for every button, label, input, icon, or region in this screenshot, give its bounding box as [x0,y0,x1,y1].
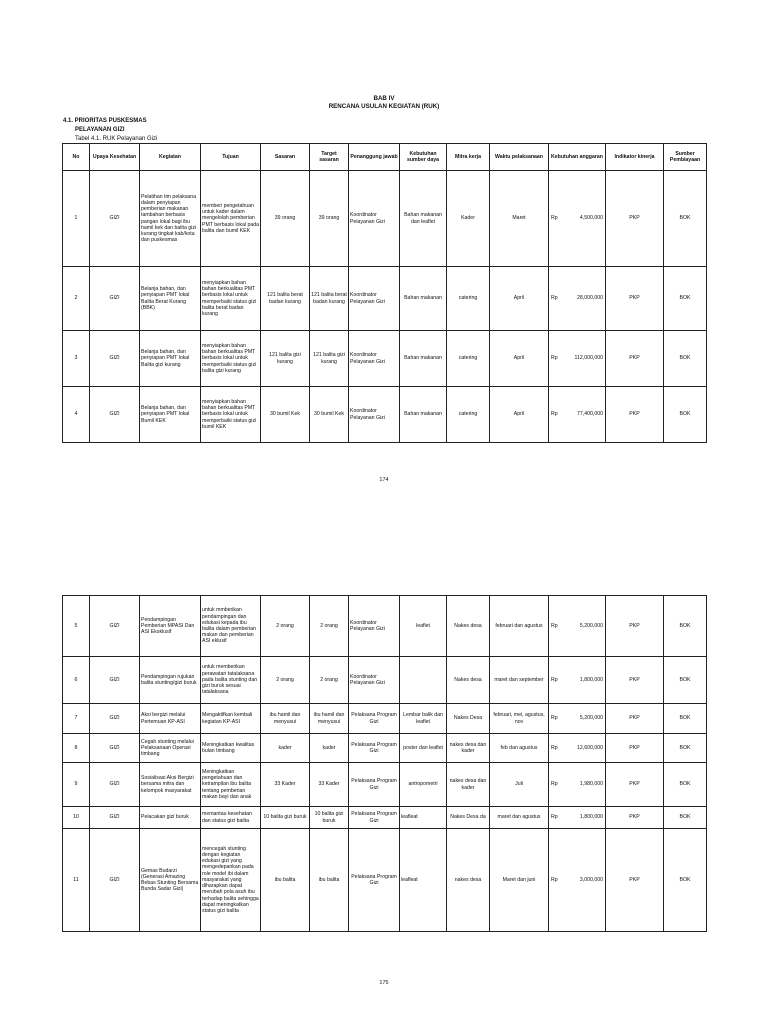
header-indikator: Indikator kinerja [606,144,664,171]
cell-tujuan: untuk mmberikan pendampingan dan edukasi kepada ibu balita dalam pemberian makan dan pemberian ASI eklusif [201,596,261,657]
cell-indikator: PKP [606,387,664,443]
cell-upaya: GIZI [90,704,140,734]
cell-target: 10 balita gizi buruk [310,807,349,829]
cell-tujuan: menyiapkan bahan bahan berkualitas PMT berbasis lokal untuk memperbaiki status gizi bumil KEK [201,387,261,443]
cell-pembiayaan: BOK [664,657,707,704]
cell-anggaran: 1,800,000 [565,807,606,829]
page-number: 174 [379,477,389,483]
cell-target: ibu balita [310,829,349,932]
cell-kegiatan: Pendampingan rujukan balita stunting/gizi buruk [140,657,201,704]
table-row [63,171,707,267]
cell-tujuan: memberi pengetahuan untuk kader dalam mengelolah pemberian PMT berbasis lokal pada balita dan bumil KEK [201,171,261,267]
cell-kegiatan: Gemas Budarzi (Generasi Amazing Bebas Stunting Bersama Bunda Sadar Gizi) [140,829,201,932]
cell-mitra: Nakes Desa [447,704,490,734]
cell-penanggung-jawab: Pelaksana Program Gizi [349,734,400,763]
cell-no: 10 [63,807,90,829]
cell-waktu: feb dan agustus [490,734,549,763]
cell-tujuan: Meningkatkan kwalitas bulan timbang [201,734,261,763]
cell-anggaran: 112,000,000 [565,331,606,387]
cell-kegiatan: Pendampingan Pemberian MPASI Dan ASI Eksklusif [140,596,201,657]
cell-kegiatan: Belanja bahan, dan penyiapan PMT lokal Bumil KEK [140,387,201,443]
cell-target: ibu hamil dan menyusui [310,704,349,734]
page-number: 175 [379,980,389,986]
cell-waktu: februari dan agustus [490,596,549,657]
cell-waktu: Juli [490,763,549,807]
cell-kegiatan: Cegah stunting melalui Pelaksanaan Operasi timbang [140,734,201,763]
table-row [63,829,707,932]
table-caption: Tabel 4.1. RUK Pelayanan Gizi [75,136,158,142]
cell-pembiayaan: BOK [664,763,707,807]
table-header-row [63,144,707,171]
cell-kegiatan: Aksi bergizi melalui Pertemuan KP-ASI [140,704,201,734]
cell-kegiatan: Belanja bahan, dan penyiapan PMT lokal Balita gizi kurang [140,331,201,387]
cell-indikator: PKP [606,267,664,331]
cell-upaya: GIZI [90,829,140,932]
cell-mitra: catering [447,331,490,387]
cell-indikator: PKP [606,596,664,657]
cell-upaya: GIZI [90,331,140,387]
cell-sumber-daya: Bahan makanan [400,331,447,387]
cell-sasaran: 2 orang [261,657,310,704]
cell-anggaran: 5,200,000 [565,704,606,734]
cell-rp: Rp [549,807,565,829]
cell-rp: Rp [549,171,565,267]
cell-kegiatan: Pelatihan tim pelaksana dalam penyiapan pemberian makanan tambahan berbasis pangan lokal bagi ibu hamil kek dan balita gizi kurang tingkat kab/kota dan puskesmas [140,171,201,267]
cell-indikator: PKP [606,704,664,734]
cell-pembiayaan: BOK [664,734,707,763]
cell-penanggung-jawab: Pelaksana Program Gizi [349,704,400,734]
header-penanggung-jawab: Penanggung jawab [349,144,400,171]
cell-sasaran: 33 Kader [261,763,310,807]
cell-upaya: GIZI [90,267,140,331]
cell-no: 9 [63,763,90,807]
header-mitra: Mitra kerja [447,144,490,171]
cell-mitra: Nakes desa [447,657,490,704]
cell-target: 2 orang [310,596,349,657]
cell-no: 7 [63,704,90,734]
header-pembiayaan: Sumber Pembiayaan [664,144,707,171]
cell-sumber-daya: leafleat [400,829,447,932]
table-row [63,267,707,331]
cell-target: 33 Kader [310,763,349,807]
header-upaya: Upaya Kesehatan [90,144,140,171]
section-heading: 4.1. PRIORITAS PUSKESMAS [63,118,147,124]
cell-upaya: GIZI [90,596,140,657]
document-title: RENCANA USULAN KEGIATAN (RUK) [328,103,440,110]
cell-anggaran: 28,000,000 [565,267,606,331]
cell-rp: Rp [549,267,565,331]
cell-waktu: februari, mei, agustus, nov [490,704,549,734]
table-row [63,763,707,807]
cell-sumber-daya: Bahan makanan [400,387,447,443]
cell-indikator: PKP [606,763,664,807]
cell-upaya: GIZI [90,734,140,763]
cell-rp: Rp [549,829,565,932]
cell-pembiayaan: BOK [664,171,707,267]
cell-sumber-daya: leafleat [400,807,447,829]
ruk-table-page2 [62,595,707,932]
cell-target: 30 bumil Kek [310,387,349,443]
cell-anggaran: 4,500,000 [565,171,606,267]
cell-waktu: April [490,267,549,331]
header-no: No [63,144,90,171]
cell-no: 6 [63,657,90,704]
table-row [63,657,707,704]
cell-sumber-daya: leaflet [400,596,447,657]
cell-waktu: April [490,331,549,387]
cell-target: 121 balita berat badan kurang [310,267,349,331]
header-sasaran: Sasaran [261,144,310,171]
header-anggaran: Kebutuhan anggaran [549,144,606,171]
cell-rp: Rp [549,657,565,704]
cell-sumber-daya: Bahan makanan [400,267,447,331]
cell-no: 4 [63,387,90,443]
cell-waktu: maret dan september [490,657,549,704]
cell-tujuan: Mengaktifkan kembali kegiatan KP-ASI [201,704,261,734]
cell-sasaran: 10 balita gizi buruk [261,807,310,829]
cell-pembiayaan: BOK [664,596,707,657]
header-tujuan: Tujuan [201,144,261,171]
header-target: Target sasaran [310,144,349,171]
cell-tujuan: Meningkatkan pengetahuan dan ketrampilan ibu balita tentang pemberian makan bayi dan anak [201,763,261,807]
cell-waktu: April [490,387,549,443]
cell-mitra: nakes desa dan kader [447,734,490,763]
cell-anggaran: 12,600,000 [565,734,606,763]
cell-rp: Rp [549,734,565,763]
cell-sumber-daya: Bahan makanan dan leaflet [400,171,447,267]
cell-mitra: nakes desa [447,829,490,932]
cell-waktu: maret dan agustus [490,807,549,829]
cell-no: 2 [63,267,90,331]
cell-no: 3 [63,331,90,387]
cell-rp: Rp [549,331,565,387]
cell-tujuan: untuk memberikan perawatan tatalaksana pada balita stunting dan gizi buruk sesuai tatalaksana [201,657,261,704]
cell-mitra: catering [447,387,490,443]
table-row [63,807,707,829]
cell-penanggung-jawab: Pelaksana Program Gizi [349,829,400,932]
cell-penanggung-jawab: Koordinator Pelayanan Gizi [349,596,400,657]
cell-mitra: catering [447,267,490,331]
cell-indikator: PKP [606,734,664,763]
header-sumber-daya: Kebutuhan sumber daya [400,144,447,171]
cell-rp: Rp [549,596,565,657]
cell-anggaran: 1,980,000 [565,763,606,807]
cell-target: 121 balita gizi kurang [310,331,349,387]
cell-rp: Rp [549,704,565,734]
cell-no: 1 [63,171,90,267]
cell-upaya: GIZI [90,171,140,267]
cell-penanggung-jawab: Pelaksana Program Gizi [349,763,400,807]
cell-kegiatan: Sosialisasi Aksi Bergizi bersama mitra dan kelompok masyarakat [140,763,201,807]
cell-sasaran: ibu hamil dan menyusui [261,704,310,734]
cell-penanggung-jawab: Koordinator Pelayanan Gizi [349,387,400,443]
cell-pembiayaan: BOK [664,387,707,443]
cell-mitra: Nakes Desa da [447,807,490,829]
ruk-table-page1 [62,143,707,443]
cell-upaya: GIZI [90,807,140,829]
subsection-heading: PELAYANAN GIZI [75,127,125,133]
cell-anggaran: 1,800,000 [565,657,606,704]
cell-sasaran: 39 orang [261,171,310,267]
table-row [63,734,707,763]
cell-indikator: PKP [606,171,664,267]
cell-pembiayaan: BOK [664,704,707,734]
cell-penanggung-jawab: Pelaksana Program Gizi [349,807,400,829]
cell-upaya: GIZI [90,387,140,443]
cell-upaya: GIZI [90,763,140,807]
cell-penanggung-jawab: Koordinator Pelayanan Gizi [349,331,400,387]
cell-sasaran: kader [261,734,310,763]
cell-sumber-daya: antropometri [400,763,447,807]
cell-target: kader [310,734,349,763]
cell-rp: Rp [549,387,565,443]
cell-pembiayaan: BOK [664,267,707,331]
cell-sumber-daya: Lembar balik dan leaflet [400,704,447,734]
cell-mitra: nakes desa dan kader [447,763,490,807]
cell-penanggung-jawab: Koordinator Pelayanan Gizi [349,267,400,331]
cell-sasaran: 121 balita gizi kurang [261,331,310,387]
cell-tujuan: menyiapkan bahan bahan berkualitas PMT berbasis lokal untuk memperbaiki status gizi balita berat badan kurang [201,267,261,331]
cell-mitra: Nakes desa [447,596,490,657]
cell-kegiatan: Pelacakan gizi buruk [140,807,201,829]
table-row [63,704,707,734]
cell-target: 2 orang [310,657,349,704]
cell-waktu: Maret dan juni [490,829,549,932]
cell-rp: Rp [549,763,565,807]
table-row [63,331,707,387]
cell-waktu: Maret [490,171,549,267]
table-row [63,596,707,657]
chapter-heading: BAB IV [373,95,395,102]
cell-tujuan: memantau kesehatan dan status gizi balita [201,807,261,829]
table-row [63,387,707,443]
cell-penanggung-jawab: Koordinator Pelayanan Gizi [349,657,400,704]
cell-indikator: PKP [606,807,664,829]
cell-no: 5 [63,596,90,657]
cell-tujuan: menyiapkan bahan bahan berkualitas PMT berbasis lokal untuk memperbaiki status gizi balita gizi kurang [201,331,261,387]
cell-indikator: PKP [606,331,664,387]
cell-no: 11 [63,829,90,932]
cell-pembiayaan: BOK [664,829,707,932]
cell-target: 39 orang [310,171,349,267]
cell-pembiayaan: BOK [664,331,707,387]
header-kegiatan: Kegiatan [140,144,201,171]
cell-sasaran: ibu balita [261,829,310,932]
header-waktu: Waktu pelaksanaan [490,144,549,171]
cell-sasaran: 121 balita berat badan kurang [261,267,310,331]
cell-indikator: PKP [606,829,664,932]
cell-no: 8 [63,734,90,763]
cell-mitra: Kader [447,171,490,267]
cell-kegiatan: Belanja bahan, dan penyiapan PMT lokal Balita Berat Kurang (BBK) [140,267,201,331]
cell-tujuan: mencegah stunting dengan kegiatan edukasi gizi yang mengedepankan pada role model ibi dalam masyarakat yang diharapkan dapat merubah pola asuh ibu terhadap balita sehingga dapat meningkatkan status gizi balita [201,829,261,932]
cell-upaya: GIZI [90,657,140,704]
cell-indikator: PKP [606,657,664,704]
cell-anggaran: 5,200,000 [565,596,606,657]
cell-penanggung-jawab: Koordinator Pelayanan Gizi [349,171,400,267]
cell-sumber-daya [400,657,447,704]
cell-pembiayaan: BOK [664,807,707,829]
cell-sasaran: 30 bumil Kek [261,387,310,443]
cell-anggaran: 3,000,000 [565,829,606,932]
cell-anggaran: 77,400,000 [565,387,606,443]
cell-sumber-daya: poster dan leaflet [400,734,447,763]
cell-sasaran: 2 orang [261,596,310,657]
